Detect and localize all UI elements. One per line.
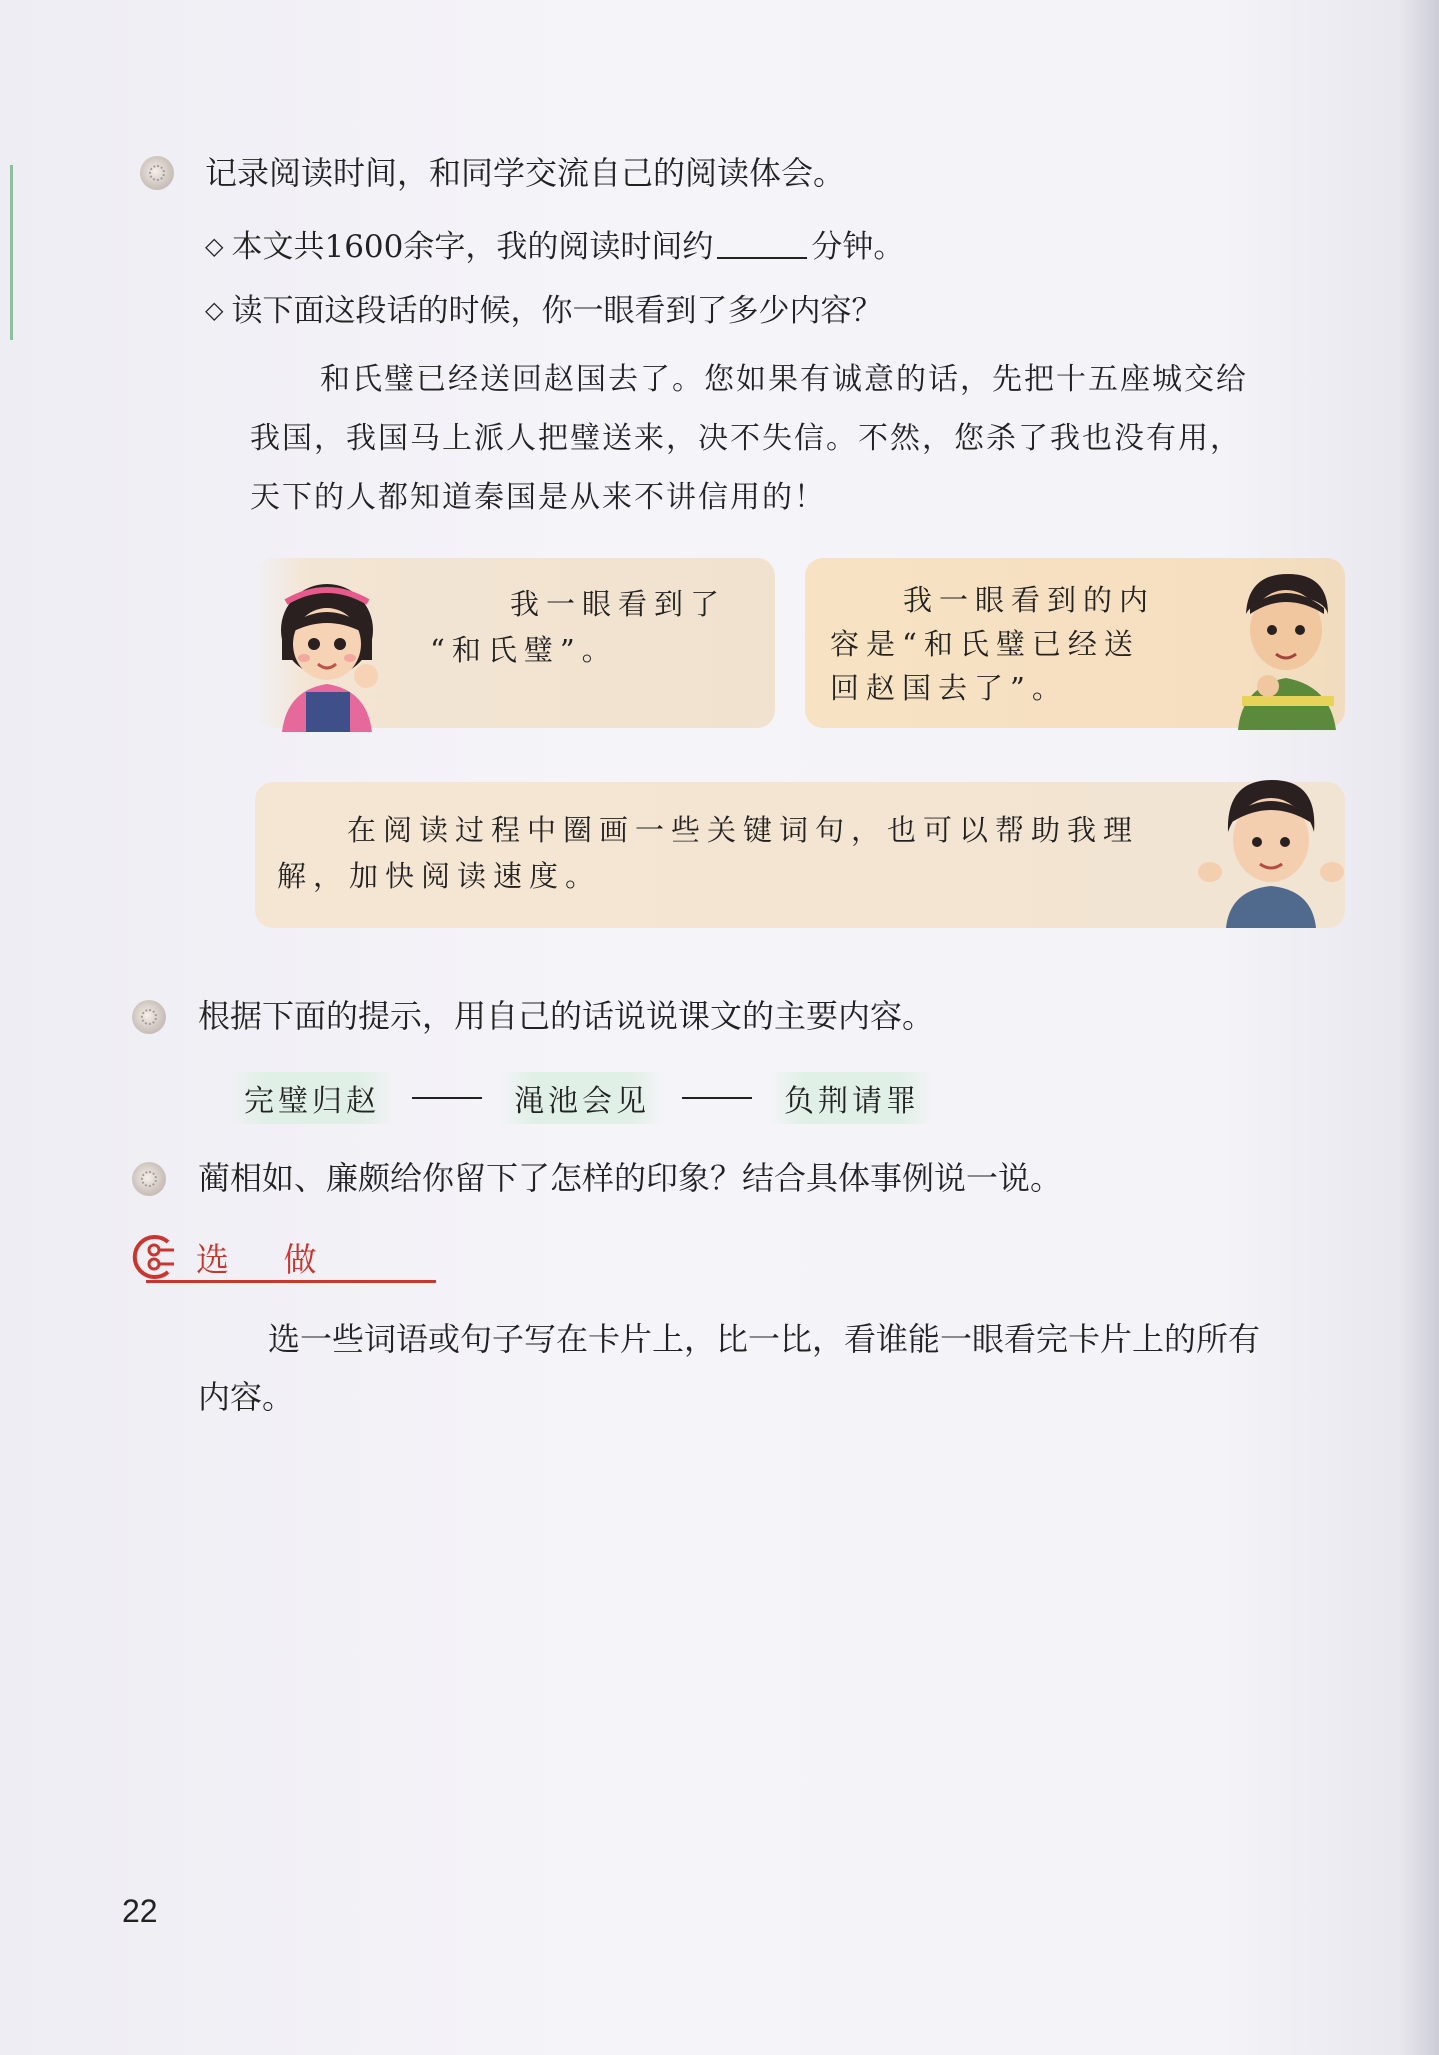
optional-icon bbox=[128, 1234, 178, 1280]
page-number: 22 bbox=[122, 1893, 158, 1929]
passage-line-1: 和氏璧已经送回赵国去了。您如果有诚意的话，先把十五座城交给 bbox=[320, 362, 1248, 397]
page-edge-shadow bbox=[1399, 0, 1439, 2055]
optional-underline bbox=[146, 1280, 436, 1283]
diamond-icon: ◇ bbox=[205, 232, 224, 260]
boy-bubble-line-2: 容是“和氏璧已经送 bbox=[830, 627, 1140, 661]
girl-illustration bbox=[262, 580, 392, 732]
prompt-dash bbox=[682, 1097, 752, 1099]
section1-item1 bbox=[205, 226, 904, 267]
reading-passage bbox=[250, 350, 1360, 527]
question-bullet-icon bbox=[132, 1000, 166, 1034]
passage-line-3: 天下的人都知道秦国是从来不讲信用的！ bbox=[250, 480, 826, 515]
question-bullet-icon bbox=[140, 156, 174, 190]
item1-suffix: 分钟。 bbox=[811, 229, 905, 265]
tip-bubble-line-1: 在阅读过程中圈画一些关键词句，也可以帮助我理 bbox=[347, 813, 1140, 847]
passage-line-2: 我国，我国马上派人把璧送来，决不失信。不然，您杀了我也没有用， bbox=[250, 421, 1242, 456]
boy-bubble-line-3: 回赵国去了”。 bbox=[830, 671, 1068, 705]
question-bullet-icon bbox=[132, 1162, 166, 1196]
prompt-dash bbox=[412, 1097, 482, 1099]
girl-bubble-line-2: “和氏璧”。 bbox=[430, 633, 618, 667]
item1-prefix: 本文共1600余字，我的阅读时间约 bbox=[231, 229, 714, 265]
diamond-icon: ◇ bbox=[205, 296, 224, 324]
item2-text: 读下面这段话的时候，你一眼看到了多少内容？ bbox=[231, 293, 883, 329]
story-prompts bbox=[230, 1072, 934, 1124]
optional-text-line-1: 选一些词语或句子写在卡片上，比一比，看谁能一眼看完卡片上的所有 bbox=[268, 1320, 1261, 1358]
answer-blank bbox=[717, 227, 807, 259]
section2-heading: 根据下面的提示，用自己的话说说课文的主要内容。 bbox=[198, 997, 935, 1035]
section3-heading: 蔺相如、廉颇给你留下了怎样的印象？结合具体事例说一说。 bbox=[198, 1159, 1063, 1197]
tip-bubble-line-2: 解，加快阅读速度。 bbox=[277, 859, 602, 893]
optional-label: 选 做 bbox=[196, 1240, 339, 1279]
tip-speech-bubble bbox=[255, 782, 1345, 928]
boy-illustration bbox=[1228, 568, 1343, 730]
prompt-chip-1: 完璧归赵 bbox=[230, 1072, 394, 1124]
boy-bubble-line-1: 我一眼看到的内 bbox=[903, 583, 1156, 617]
section1-heading: 记录阅读时间，和同学交流自己的阅读体会。 bbox=[205, 154, 846, 192]
margin-mark bbox=[10, 165, 13, 340]
section1-item2 bbox=[205, 290, 882, 331]
prompt-chip-2: 渑池会见 bbox=[500, 1072, 664, 1124]
tip-kid-illustration bbox=[1196, 772, 1346, 928]
optional-text-line-2: 内容。 bbox=[198, 1378, 295, 1416]
prompt-chip-3: 负荆请罪 bbox=[770, 1072, 934, 1124]
girl-bubble-line-1: 我一眼看到了 bbox=[510, 587, 727, 621]
optional-text bbox=[198, 1310, 1358, 1426]
